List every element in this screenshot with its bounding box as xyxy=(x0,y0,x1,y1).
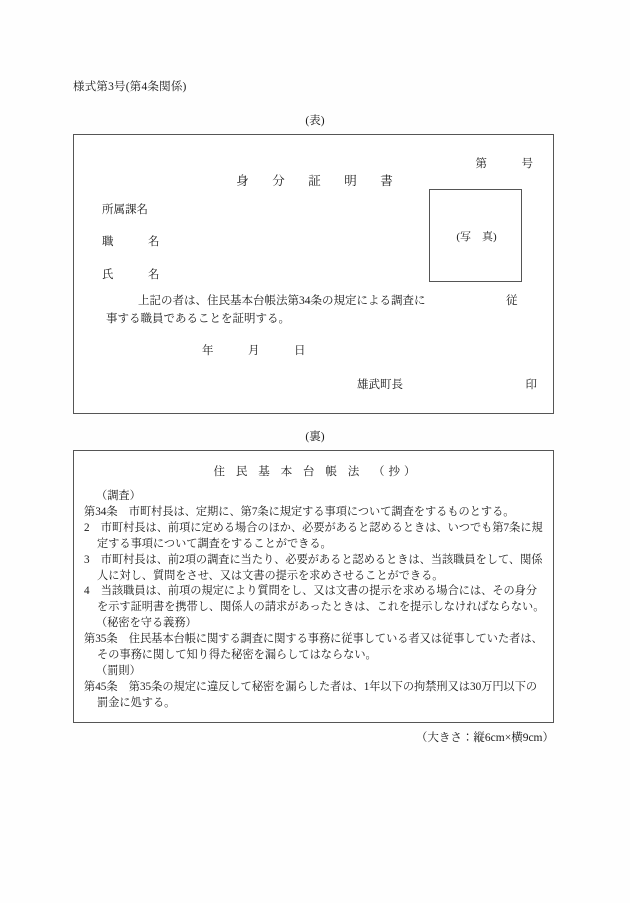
identity-field-list xyxy=(102,203,160,300)
front-side-caption: (表) xyxy=(305,115,325,127)
back-side-caption: (裏) xyxy=(305,431,325,443)
certification-statement xyxy=(106,293,536,329)
law-paragraph: 4 当該職員は、前項の規定により質問をし、又は文書の提示を求める場合には、その身分を示す証明書を携帯し、関係人の請求があったときは、これを提示しなければならない。 xyxy=(84,585,545,614)
law-paragraph: 第34条 市町村長は、定期に、第7条に規定する事項について調査をするものとする。 xyxy=(84,505,515,518)
law-excerpt-body xyxy=(84,489,547,712)
certification-statement-line-2: 事する職員であることを証明する。 xyxy=(106,312,290,325)
photo-placeholder-label: (写 真) xyxy=(456,231,497,243)
law-paragraph: 3 市町村長は、前2項の調査に当たり、必要があると認めるときは、当該職員をして、関係人に対し、質問をさせ、又は文書の提示を求めさせることができる。 xyxy=(84,553,543,582)
field-position-label: 職 名 xyxy=(102,236,160,249)
issuer-title: 雄武町長 xyxy=(357,379,403,391)
seal-mark: 印 xyxy=(525,379,537,391)
issue-date-line: 年 月 日 xyxy=(202,345,306,357)
law-paragraph: （秘密を守る義務） xyxy=(96,617,197,630)
field-name-label: 氏 名 xyxy=(102,268,160,281)
certificate-number-field: 第 号 xyxy=(475,158,533,170)
law-title: 住 民 基 本 台 帳 法 （抄） xyxy=(213,466,420,478)
certificate-title: 身 分 証 明 書 xyxy=(236,174,399,188)
certification-statement-line-1: 上記の者は、住民基本台帳法第34条の規定による調査に 従 xyxy=(138,295,518,307)
law-paragraph: 第35条 住民基本台帳に関する調査に関する事務に従事している者又は従事していた者は、その事務に関して知り得た秘密を漏らしてはならない。 xyxy=(84,633,543,662)
law-paragraph: （罰則） xyxy=(96,664,141,677)
photo-placeholder-box xyxy=(429,189,522,282)
law-paragraph: 2 市町村長は、前項に定める場合のほか、必要があると認めるときは、いつでも第7条に規定する事項について調査をすることができる。 xyxy=(84,521,543,550)
law-paragraph: （調査） xyxy=(96,490,141,502)
front-side-card xyxy=(73,134,554,414)
law-paragraph: 第45条 第35条の規定に違反して秘密を漏らした者は、1年以下の拘禁刑又は30万円以下の罰金に処する。 xyxy=(84,680,538,709)
field-department-label: 所属課名 xyxy=(102,204,148,216)
form-number-heading: 様式第3号(第4条関係) xyxy=(73,81,187,93)
back-side-card xyxy=(73,450,554,723)
card-size-note: （大きさ：縦6cm×横9cm） xyxy=(415,732,554,744)
